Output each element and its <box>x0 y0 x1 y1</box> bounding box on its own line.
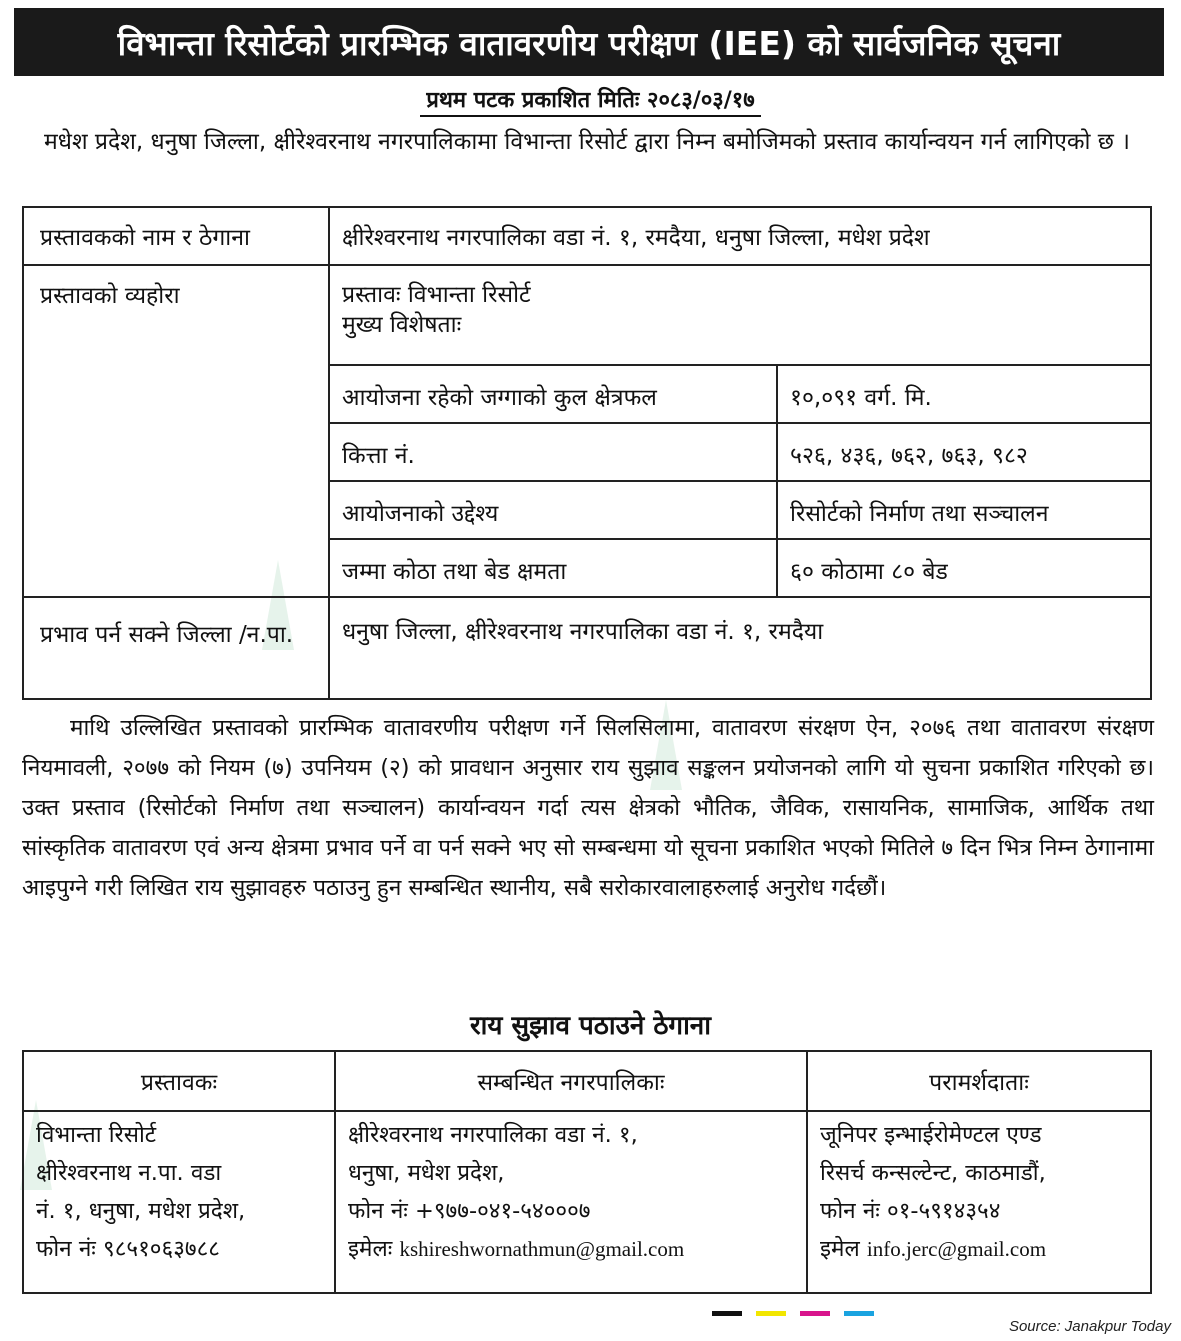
intro-text: मधेश प्रदेश, धनुषा जिल्ला, क्षीरेश्वरनाथ नगरपालिकामा विभान्ता रिसोर्ट द्वारा निम्न बमोजिमको प्रस्ताव कार्यान्वयन गर्न लागिएको छ । <box>44 129 1130 155</box>
phone-line: फोन नंः ९८५१०६३७८८ <box>36 1236 220 1262</box>
email-line <box>820 1230 1138 1268</box>
table-divider <box>24 596 1150 598</box>
proponent-header: प्रस्तावकः <box>140 1070 218 1096</box>
address-line: नं. १, धनुषा, मधेश प्रदेश, <box>36 1198 246 1224</box>
feature-label: आयोजनाको उद्देश्य <box>342 501 499 527</box>
notice-title: विभान्ता रिसोर्टको प्रारम्भिक वातावरणीय परीक्षण (IEE) को सार्वजनिक सूचना <box>14 8 1164 76</box>
proponent-address <box>24 1116 334 1268</box>
color-swatch-black <box>712 1311 742 1316</box>
consultant-email-link[interactable]: info.jerc@gmail.com <box>866 1237 1047 1261</box>
municipality-address <box>336 1116 806 1268</box>
feature-value: ६० कोठामा ८० बेड <box>790 559 948 585</box>
address-line: धनुषा, मधेश प्रदेश, <box>348 1160 505 1186</box>
proposal-label: प्रस्तावको व्यहोरा <box>40 283 180 309</box>
municipality-header: सम्बन्धित नगरपालिकाः <box>477 1070 665 1096</box>
published-date <box>0 84 1181 114</box>
consultant-address <box>808 1116 1150 1268</box>
email-label: इमेलः <box>348 1236 393 1262</box>
proposal-table <box>22 206 1152 700</box>
address-line: क्षीरेश्वरनाथ नगरपालिका वडा नं. १, <box>348 1122 638 1148</box>
table-divider <box>328 480 1150 482</box>
feature-label: कित्ता नं. <box>342 443 415 469</box>
address-line: जूनिपर इन्भाईरोमेण्टल एण्ड <box>820 1122 1042 1148</box>
table-divider <box>328 538 1150 540</box>
consultant-header: परामर्शदाताः <box>929 1070 1029 1096</box>
feature-value: १०,०९१ वर्ग. मि. <box>790 385 932 411</box>
body-paragraph: माथि उल्लिखित प्रस्तावको प्रारम्भिक वातावरणीय परीक्षण गर्ने सिलसिलामा, वातावरण संरक्षण ऐन, २०७६ तथा वातावरण संरक्षण नियमावली, २०७७ को नियम (७) उपनियम (२) को प्रावधान अनुसार राय सुझाव सङ्कलन प्रयोजनको लागि यो सुचना प्रकाशित गरिएको छ। उक्त प्रस्ताव (रिसोर्टको निर्माण तथा सञ्चालन) कार्यान्वयन गर्दा त्यस क्षेत्रको भौतिक, जैविक, रासायनिक, सामाजिक, आर्थिक तथा सांस्कृतिक वातावरण एवं अन्य क्षेत्रमा प्रभाव पर्ने वा पर्न सक्ने भए सो सम्बन्धमा यो सूचना प्रकाशित भएको मितिले ७ दिन भित्र निम्न ठेगानामा आइपुग्ने गरी लिखित राय सुझावहरु पठाउनु हुन सम्बन्धित स्थानीय, सबै सरोकारवालाहरुलाई अनुरोध गर्दछौं। <box>22 715 1154 901</box>
color-swatch-magenta <box>800 1311 830 1316</box>
feature-label: जम्मा कोठा तथा बेड क्षमता <box>342 559 567 585</box>
email-label: इमेल <box>820 1236 860 1262</box>
color-swatch-cyan <box>844 1311 874 1316</box>
municipality-email-link[interactable]: kshireshwornathmun@gmail.com <box>399 1237 685 1261</box>
features-line: मुख्य विशेषताः <box>342 312 462 338</box>
proposal-details <box>330 272 1150 348</box>
email-line <box>348 1230 794 1268</box>
address-section-title: राय सुझाव पठाउने ठेगाना <box>470 1011 711 1041</box>
feature-value: ५२६, ४३६, ७६२, ७६३, ९८२ <box>790 443 1028 469</box>
feature-label: आयोजना रहेको जग्गाको कुल क्षेत्रफल <box>342 385 657 411</box>
address-line: क्षीरेश्वरनाथ न.पा. वडा <box>36 1160 222 1186</box>
table-divider <box>24 1110 1150 1112</box>
proponent-value: क्षीरेश्वरनाथ नगरपालिका वडा नं. १, रमदैया, धनुषा जिल्ला, मधेश प्रदेश <box>342 225 930 251</box>
table-divider <box>328 364 1150 366</box>
phone-line: फोन नंः +९७७-०४१-५४०००७ <box>348 1198 591 1224</box>
address-line: रिसर्च कन्सल्टेन्ट, काठमाडौं, <box>820 1160 1046 1186</box>
table-divider <box>328 422 1150 424</box>
source-credit: Source: Janakpur Today <box>1008 1318 1171 1335</box>
address-table <box>22 1050 1152 1294</box>
affected-area-label: प्रभाव पर्न सक्ने जिल्ला /न.पा. <box>40 622 294 648</box>
feature-value: रिसोर्टको निर्माण तथा सञ्चालन <box>790 501 1049 527</box>
color-swatch-yellow <box>756 1311 786 1316</box>
phone-line: फोन नंः ०१-५९१४३५४ <box>820 1198 1001 1224</box>
table-divider <box>24 264 1150 266</box>
affected-area-value: धनुषा जिल्ला, क्षीरेश्वरनाथ नगरपालिका वडा नं. १, रमदैया <box>342 619 824 645</box>
address-line: विभान्ता रिसोर्ट <box>36 1122 157 1148</box>
proposal-line: प्रस्तावः विभान्ता रिसोर्ट <box>342 282 531 308</box>
published-date-text: प्रथम पटक प्रकाशित मितिः २०८३/०३/१७ <box>420 88 760 117</box>
proponent-label: प्रस्तावकको नाम र ठेगाना <box>40 225 250 251</box>
